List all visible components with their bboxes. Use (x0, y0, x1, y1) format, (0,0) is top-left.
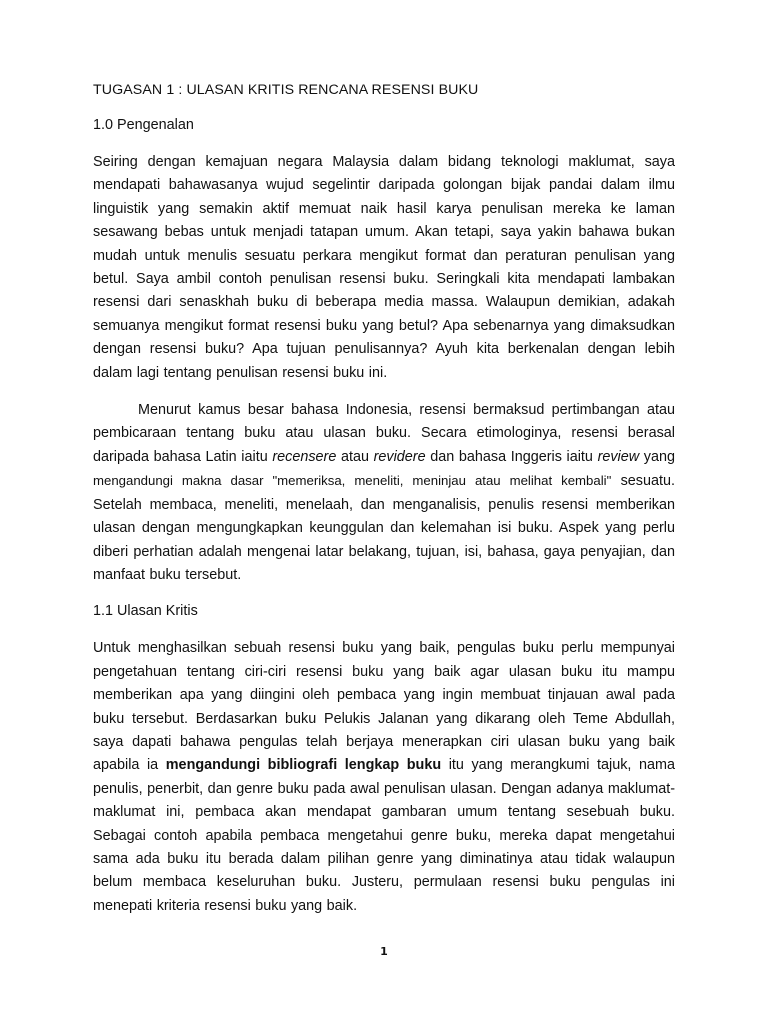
term-recensere: recensere (272, 448, 337, 465)
text-run: itu yang merangkumi tajuk, nama penulis, penerbit, dan genre buku pada awal penulisan ulasan. Dengan adanya maklumat-maklumat ini, pembaca akan mendapat gambaran umum tentang sesebuah buku. Sebagai contoh apabila pembaca mengetahui genre buku, mereka dapat mengetahui sama ada buku itu berada dalam pilihan genre yang diminatinya atau tidak walaupun belum membaca keseluruhan buku. Justeru, permulaan resensi buku pengulas ini menepati kriteria resensi buku yang baik. (93, 757, 675, 914)
document-title: TUGASAN 1 : ULASAN KRITIS RENCANA RESENSI BUKU (93, 82, 479, 98)
paragraph-pengenalan-2 (93, 399, 675, 587)
paragraph-ulasan-kritis-1 (93, 637, 675, 918)
text-run: yang (639, 448, 675, 465)
text-run: sesuatu. Setelah membaca, meneliti, menelaah, dan menganalisis, penulis resensi memberikan ulasan dengan mengungkapkan keunggulan dan kelemahan isi buku. Aspek yang perlu diberi perhatian adalah mengenai latar belakang, tujuan, isi, bahasa, gaya penyajian, dan manfaat buku tersebut. (93, 473, 675, 583)
text-run: dan bahasa Inggeris iaitu (425, 448, 598, 465)
bold-phrase: mengandungi bibliografi lengkap buku (165, 757, 442, 774)
term-review: review (597, 448, 640, 465)
page-number: 1 (380, 945, 388, 958)
definition-quote: mengandungi makna dasar "memeriksa, meneliti, meninjau atau melihat kembali" (93, 473, 612, 489)
text-run: Menurut kamus besar bahasa Indonesia, resensi bermaksud pertimbangan atau pembicaraan tentang buku atau ulasan buku. Secara etimologinya, resensi berasal daripada bahasa Latin iaitu (93, 402, 675, 465)
term-revidere: revidere (373, 448, 426, 465)
section-heading-pengenalan: 1.0 Pengenalan (93, 117, 194, 133)
text-run: atau (336, 448, 374, 465)
text-run: Untuk menghasilkan sebuah resensi buku yang baik, pengulas buku perlu mempunyai pengetahuan tentang ciri-ciri resensi buku yang baik agar ulasan buku itu mampu memberikan apa yang diingini oleh pembaca yang ingin membuat tinjauan awal pada buku tersebut. Berdasarkan buku Pelukis Jalanan yang dikarang oleh Teme Abdullah, saya dapati bahawa pengulas telah berjaya menerapkan ciri ulasan buku yang baik apabila ia (93, 640, 675, 774)
document-page (93, 80, 675, 932)
section-heading-ulasan-kritis: 1.1 Ulasan Kritis (93, 603, 198, 620)
paragraph-pengenalan-1: Seiring dengan kemajuan negara Malaysia dalam bidang teknologi maklumat, saya mendapati bahawasanya wujud segelintir daripada golongan bijak pandai dalam ilmu linguistik yang semakin aktif memuat naik hasil karya penulisan mereka ke laman sesawang bebas untuk menjadi tatapan umum. Akan tetapi, saya yakin bahawa bukan mudah untuk menulis sesuatu perkara mengikut format dan peraturan penulisan yang betul. Saya ambil contoh penulisan resensi buku. Seringkali kita mendapati lambakan resensi dari senaskhah buku di beberapa media massa. Walaupun demikian, adakah semuanya mengikut format resensi buku yang betul? Apa sebenarnya yang dimaksudkan dengan resensi buku? Apa tujuan penulisannya? Ayuh kita berkenalan dengan lebih dalam lagi tentang penulisan resensi buku ini. (93, 154, 675, 381)
